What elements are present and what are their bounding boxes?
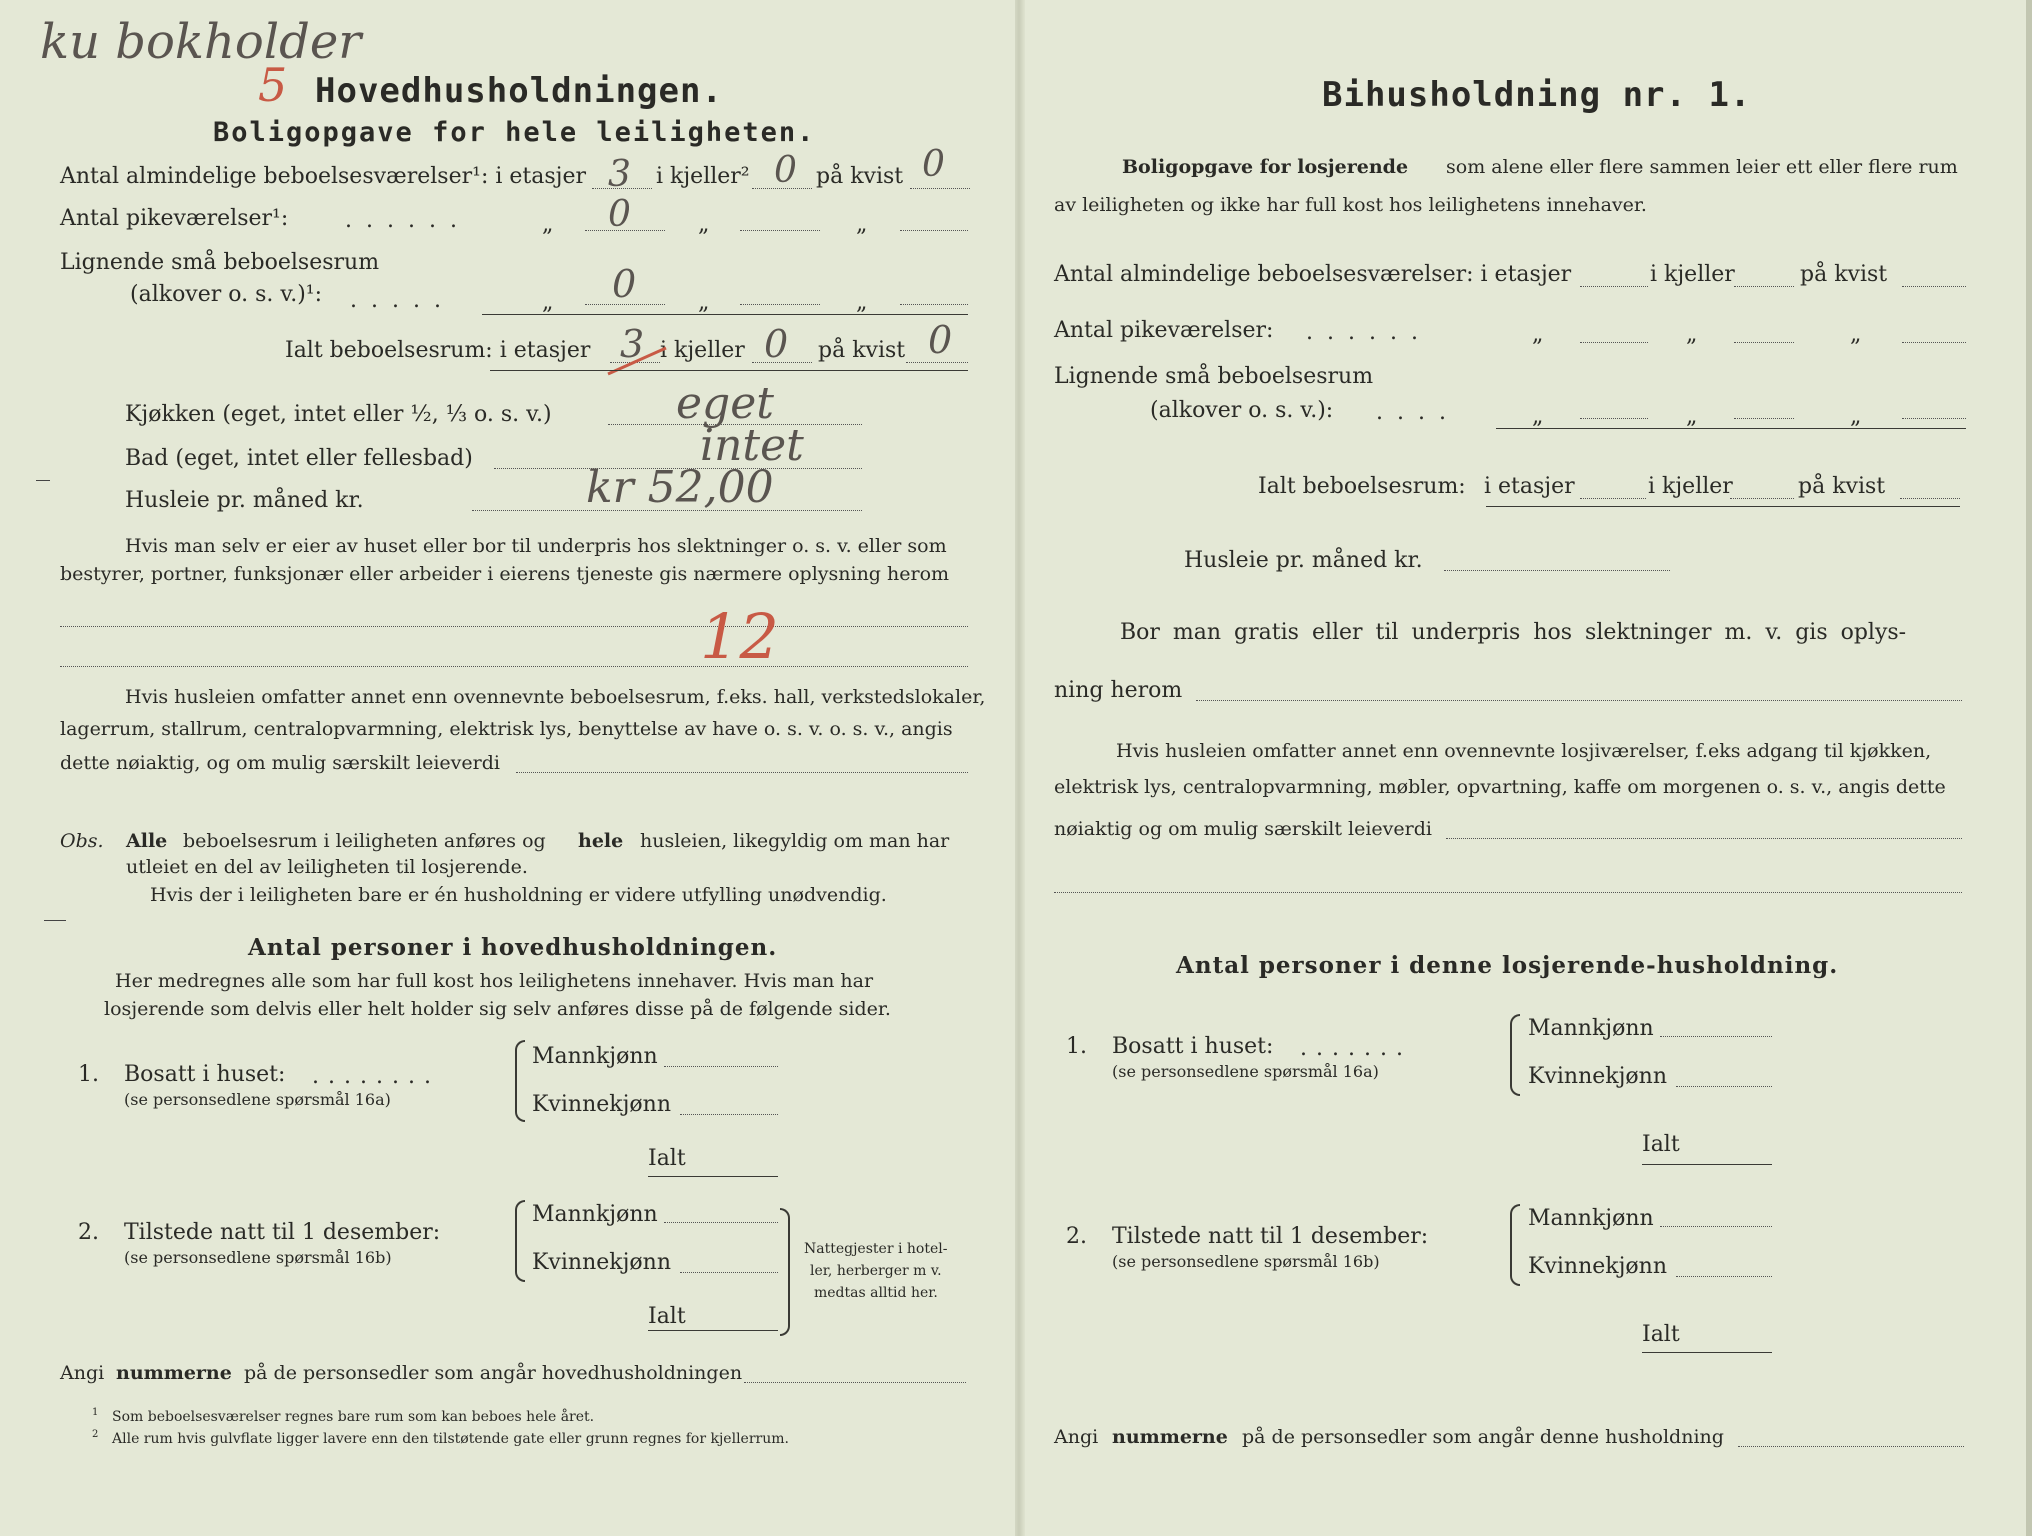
obs-text-3: Hvis der i leiligheten bare er én husholdning er videre utfylling unødvendig. — [150, 884, 887, 906]
angi-field[interactable] — [744, 1382, 966, 1383]
intro-bold: Boligopgave for losjerende — [1122, 156, 1409, 178]
persons-title: Antal personer i hovedhusholdningen. — [248, 934, 778, 961]
total-rule — [490, 370, 968, 371]
right-total-rule — [1486, 506, 1960, 507]
owner-text-1: Hvis man selv er eier av huset eller bor til underpris hos slektninger o. s. v. eller som — [125, 535, 947, 557]
right-q1-ialt-label: Ialt — [1642, 1132, 1680, 1157]
right-q2-kvinne-label: Kvinnekjønn — [1528, 1254, 1667, 1279]
right-alkove-quote-2: „ — [1686, 404, 1698, 429]
kjeller-label: i kjeller² — [656, 164, 750, 189]
right-angi-field[interactable] — [1738, 1446, 1964, 1447]
right-title: Bihusholdning nr. 1. — [1322, 75, 1752, 115]
footnote-2-number: 2 — [92, 1429, 99, 1440]
q1-kvinne-label: Kvinnekjønn — [532, 1092, 671, 1117]
q1-label: Bosatt i huset: — [124, 1062, 286, 1087]
etasjer-value: 3 — [608, 154, 631, 195]
right-total-kjeller-field[interactable] — [1730, 498, 1794, 499]
total-slash-mark — [600, 340, 680, 380]
pike-label: Antal pikeværelser¹: — [60, 206, 289, 231]
q2-brace — [515, 1200, 525, 1282]
right-q2-sub: (se personsedlene spørsmål 16b) — [1112, 1252, 1380, 1271]
angi-post: på de personsedler som angår hovedhusholdningen — [244, 1362, 743, 1384]
kvist-value: 0 — [922, 144, 945, 185]
pike-kjeller-field[interactable] — [740, 230, 820, 231]
right-q1-ialt-field[interactable] — [1642, 1164, 1772, 1165]
obs-text-1b: husleien, likegyldig om man har — [640, 830, 950, 852]
night-note-2: ler, herberger m v. — [810, 1263, 942, 1279]
alkove-quote-3: „ — [856, 290, 868, 315]
pike-quote-2: „ — [698, 212, 710, 237]
margin-mark-2 — [36, 480, 50, 481]
right-husleie-label: Husleie pr. måned kr. — [1184, 548, 1423, 573]
right-alkove-label-2: (alkover o. s. v.): — [1150, 398, 1334, 423]
footnote-2: Alle rum hvis gulvflate ligger lavere enn den tilstøtende gate eller grunn regnes for kjellerrum. — [112, 1431, 789, 1447]
obs-hele: hele — [578, 830, 624, 852]
total-kjeller-label: i kjeller — [660, 338, 745, 363]
gratis-field[interactable] — [1196, 700, 1962, 701]
q2-right-brace — [780, 1208, 790, 1336]
right-pike-kvist-field[interactable] — [1902, 342, 1966, 343]
alkove-leader: ..... — [350, 288, 455, 313]
page-title: Hovedhusholdningen. — [315, 71, 723, 111]
right-alkove-etasjer-field[interactable] — [1580, 418, 1648, 419]
q2-kvinne-field[interactable] — [680, 1272, 778, 1273]
q2-label: Tilstede natt til 1 desember: — [124, 1220, 441, 1245]
pike-kvist-field[interactable] — [900, 230, 968, 231]
q1-brace — [515, 1040, 525, 1122]
kjokken-value: eget — [676, 378, 774, 429]
obs-label: Obs. — [60, 830, 104, 852]
right-total-etasjer-label: i etasjer — [1484, 474, 1575, 499]
obs-text-2: utleiet en del av leiligheten til losjerende. — [126, 856, 528, 878]
right-pike-etasjer-field[interactable] — [1580, 342, 1648, 343]
q1-kvinne-field[interactable] — [680, 1114, 778, 1115]
right-kjeller-label: i kjeller — [1650, 262, 1735, 287]
intro-text-2: av leiligheten og ikke har full kost hos leilighetens innehaver. — [1054, 194, 1647, 216]
right-rent-text-1: Hvis husleien omfatter annet enn ovennevnte losjiværelser, f.eks adgang til kjøkken, — [1116, 740, 1932, 762]
total-kvist-label: på kvist — [818, 338, 906, 363]
alkove-quote-1: „ — [542, 290, 554, 315]
husleie-value: kr 52,00 — [586, 462, 774, 513]
right-q2-mann-label: Mannkjønn — [1528, 1206, 1654, 1231]
kvist-label: på kvist — [816, 164, 904, 189]
right-total-kvist-label: på kvist — [1798, 474, 1886, 499]
bad-label: Bad (eget, intet eller fellesbad) — [125, 446, 473, 471]
owner-text-2: bestyrer, portner, funksjonær eller arbeider i eierens tjeneste gis nærmere oplysning herom — [60, 563, 950, 585]
total-kvist-field[interactable] — [906, 362, 968, 363]
right-rent-text-2: elektrisk lys, centralopvarmning, møbler, opvartning, kaffe om morgenen o. s. v., angis dette — [1054, 776, 1946, 798]
rooms-label: Antal almindelige beboelsesværelser¹: i etasjer — [60, 164, 587, 189]
right-alkove-quote-1: „ — [1532, 404, 1544, 429]
owner-field-1[interactable] — [60, 626, 968, 627]
page-subtitle: Boligopgave for hele leiligheten. — [213, 117, 816, 148]
right-angi-post: på de personsedler som angår denne husholdning — [1242, 1426, 1724, 1448]
right-alkove-kjeller-field[interactable] — [1734, 418, 1794, 419]
right-q1-label: Bosatt i huset: — [1112, 1034, 1274, 1059]
q2-kvinne-label: Kvinnekjønn — [532, 1250, 671, 1275]
right-q2-brace — [1510, 1204, 1520, 1286]
q2-ialt-label: Ialt — [648, 1304, 686, 1329]
household-number: 5 — [258, 58, 288, 112]
rent-text-2: lagerrum, stallrum, centralopvarmning, elektrisk lys, benyttelse av have o. s. v. o. s. v., angis — [60, 718, 953, 740]
gratis-text-2: ning herom — [1054, 678, 1183, 703]
footnote-1-number: 1 — [92, 1407, 99, 1418]
right-rooms-label: Antal almindelige beboelsesværelser: i etasjer — [1054, 262, 1572, 287]
right-q1-mann-label: Mannkjønn — [1528, 1016, 1654, 1041]
right-alkove-kvist-field[interactable] — [1902, 418, 1966, 419]
right-pike-leader: ...... — [1306, 320, 1432, 345]
right-q1-sub: (se personsedlene spørsmål 16a) — [1112, 1062, 1379, 1081]
persons-text-1: Her medregnes alle som har full kost hos leilighetens innehaver. Hvis man har — [115, 970, 874, 992]
right-pike-quote-2: „ — [1686, 322, 1698, 347]
right-angi-pre: Angi — [1054, 1426, 1099, 1448]
right-q1-number: 1. — [1066, 1034, 1087, 1059]
page-fold — [1015, 0, 1025, 1536]
right-total-kjeller-label: i kjeller — [1648, 474, 1733, 499]
pike-quote-1: „ — [542, 212, 554, 237]
angi-pre: Angi — [60, 1362, 105, 1384]
pike-quote-3: „ — [856, 212, 868, 237]
right-total-label: Ialt beboelsesrum: — [1258, 474, 1466, 499]
total-kvist-value: 0 — [928, 318, 953, 362]
rent-text-3: dette nøiaktig, og om mulig særskilt leieverdi — [60, 752, 500, 774]
obs-alle: Alle — [126, 830, 168, 852]
q2-sub: (se personsedlene spørsmål 16b) — [124, 1248, 392, 1267]
right-alkove-quote-3: „ — [1850, 404, 1862, 429]
right-q1-mann-field[interactable] — [1660, 1036, 1772, 1037]
right-pike-kjeller-field[interactable] — [1734, 342, 1794, 343]
q1-mann-field[interactable] — [664, 1066, 778, 1067]
q1-number: 1. — [78, 1062, 99, 1087]
q1-leader: ........ — [312, 1064, 440, 1089]
q1-ialt-label: Ialt — [648, 1146, 686, 1171]
alkove-etasjer-value: 0 — [612, 262, 637, 306]
q2-ialt-field[interactable] — [648, 1330, 778, 1331]
night-note-1: Nattegjester i hotel- — [804, 1241, 948, 1257]
right-alkove-leader: .... — [1376, 400, 1460, 425]
right-q2-ialt-label: Ialt — [1642, 1322, 1680, 1347]
rent-field[interactable] — [516, 772, 968, 773]
intro-text-1: som alene eller flere sammen leier ett eller flere rum — [1446, 156, 1958, 178]
pike-etasjer-value: 0 — [608, 194, 631, 235]
right-q2-kvinne-field[interactable] — [1676, 1276, 1772, 1277]
right-angi-bold: nummerne — [1112, 1426, 1228, 1448]
sum-rule — [482, 314, 968, 315]
right-sum-rule — [1496, 428, 1966, 429]
husleie-label: Husleie pr. måned kr. — [125, 488, 364, 513]
handwritten-note: ku bokholder — [40, 14, 362, 70]
right-kvist-label: på kvist — [1800, 262, 1888, 287]
kjeller-value: 0 — [774, 150, 797, 191]
right-q1-brace — [1510, 1014, 1520, 1096]
gratis-text-1: Bor man gratis eller til underpris hos slektninger m. v. gis oplys- — [1120, 620, 1907, 645]
right-q2-label: Tilstede natt til 1 desember: — [1112, 1224, 1429, 1249]
right-q1-kvinne-label: Kvinnekjønn — [1528, 1064, 1667, 1089]
total-etasjer-value: 3 — [620, 322, 645, 366]
total-label: Ialt beboelsesrum: i etasjer — [285, 338, 591, 363]
alkove-label-2: (alkover o. s. v.)¹: — [130, 282, 323, 307]
right-rent-field-1[interactable] — [1446, 838, 1962, 839]
alkove-quote-2: „ — [698, 290, 710, 315]
kvist-field[interactable] — [910, 188, 970, 189]
margin-mark — [44, 920, 66, 921]
alkove-label-1: Lignende små beboelsesrum — [60, 250, 380, 275]
right-persons-title: Antal personer i denne losjerende-husholdning. — [1176, 952, 1839, 979]
right-alkove-label-1: Lignende små beboelsesrum — [1054, 364, 1374, 389]
footnote-1: Som beboelsesværelser regnes bare rum som kan beboes hele året. — [112, 1409, 595, 1425]
q1-mann-label: Mannkjønn — [532, 1044, 658, 1069]
alkove-kjeller-field[interactable] — [740, 304, 820, 305]
right-q2-ialt-field[interactable] — [1642, 1352, 1772, 1353]
owner-field-2[interactable] — [60, 666, 968, 667]
right-pike-quote-1: „ — [1532, 322, 1544, 347]
right-kjeller-field[interactable] — [1734, 286, 1794, 287]
q2-number: 2. — [78, 1220, 99, 1245]
right-total-etasjer-field[interactable] — [1580, 498, 1646, 499]
right-kvist-field[interactable] — [1902, 286, 1966, 287]
right-q1-kvinne-field[interactable] — [1676, 1086, 1772, 1087]
right-q2-number: 2. — [1066, 1224, 1087, 1249]
q1-sub: (se personsedlene spørsmål 16a) — [124, 1090, 391, 1109]
right-q2-mann-field[interactable] — [1660, 1226, 1772, 1227]
paper-edge — [2026, 0, 2032, 1536]
right-husleie-field[interactable] — [1444, 570, 1670, 571]
right-total-kvist-field[interactable] — [1900, 498, 1960, 499]
alkove-kvist-field[interactable] — [900, 304, 968, 305]
right-pike-label: Antal pikeværelser: — [1054, 318, 1274, 343]
right-rent-text-3: nøiaktig og om mulig særskilt leieverdi — [1054, 818, 1432, 840]
angi-bold: nummerne — [116, 1362, 232, 1384]
pike-leader: ...... — [345, 208, 471, 233]
right-pike-quote-3: „ — [1850, 322, 1862, 347]
obs-text-1a: beboelsesrum i leiligheten anføres og — [183, 830, 546, 852]
right-q1-leader: ....... — [1300, 1036, 1412, 1061]
rent-text-1: Hvis husleien omfatter annet enn ovennevnte beboelsesrum, f.eks. hall, verkstedslokaler, — [125, 686, 986, 708]
bad-value: intet — [700, 420, 804, 471]
kjokken-label: Kjøkken (eget, intet eller ½, ⅓ o. s. v.) — [125, 402, 552, 427]
owner-value: 12 — [700, 600, 779, 673]
q1-ialt-field[interactable] — [648, 1176, 778, 1177]
night-note-3: medtas alltid her. — [814, 1285, 938, 1301]
q2-mann-label: Mannkjønn — [532, 1202, 658, 1227]
persons-text-2: losjerende som delvis eller helt holder sig selv anføres disse på de følgende sider. — [104, 998, 891, 1020]
q2-mann-field[interactable] — [664, 1222, 778, 1223]
right-rent-field-2[interactable] — [1054, 892, 1962, 893]
total-kjeller-value: 0 — [764, 322, 789, 366]
right-etasjer-field[interactable] — [1580, 286, 1648, 287]
